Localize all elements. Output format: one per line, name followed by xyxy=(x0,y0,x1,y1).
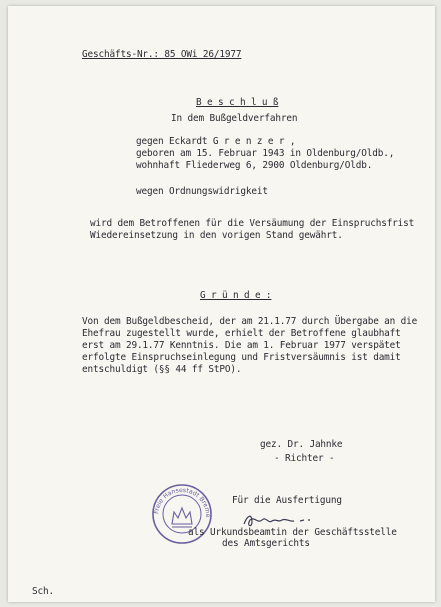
defendant-line-2: geboren am 15. Februar 1943 in Oldenburg/Oldb., xyxy=(136,148,395,159)
reasons-heading: G r ü n d e : xyxy=(200,290,272,301)
ruling-line-1: wird dem Betroffenen für die Versäumung der Einspruchsfrist xyxy=(90,218,415,229)
svg-text:Freie Hansestadt Bremen: Freie Hansestadt Breme xyxy=(153,486,212,518)
judge-role: - Richter - xyxy=(274,453,335,464)
document-title: B e s c h l u ß xyxy=(196,97,279,108)
document-page xyxy=(8,6,435,602)
ruling-line-2: Wiedereinsetzung in den vorigen Stand gewährt. xyxy=(90,230,343,241)
reasons-line-1: Von dem Bußgeldbescheid, der am 21.1.77 durch Übergabe an die xyxy=(82,316,418,327)
reasons-line-5: entschuldigt (§§ 44 ff StPO). xyxy=(82,364,242,375)
reasons-line-4: erfolgte Einspruchseinlegung und Fristversäumnis ist damit xyxy=(82,352,401,363)
footer-initials: Sch. xyxy=(32,586,54,597)
judge-name: gez. Dr. Jahnke xyxy=(260,439,343,450)
certification-line-1: Für die Ausfertigung xyxy=(232,495,342,506)
charge-label: wegen Ordnungswidrigkeit xyxy=(136,186,268,197)
proceeding-label: In dem Bußgeldverfahren xyxy=(171,113,298,124)
defendant-line-3: wohnhaft Fliederweg 6, 2900 Oldenburg/Oldb. xyxy=(136,160,373,171)
defendant-line-1: gegen Eckardt G r e n z e r , xyxy=(136,136,296,147)
certification-line-2: als Urkundsbeamtin der Geschäftsstelle xyxy=(188,527,397,538)
reasons-line-2: Ehefrau zugestellt wurde, erhielt der Betroffene glaubhaft xyxy=(82,328,401,339)
reasons-line-3: erst am 29.1.77 Kenntnis. Die am 1. Februar 1977 verspätet xyxy=(82,340,401,351)
certification-line-3: des Amtsgerichts xyxy=(222,538,310,549)
file-number: Geschäfts-Nr.: 85 OWi 26/1977 xyxy=(82,49,242,60)
